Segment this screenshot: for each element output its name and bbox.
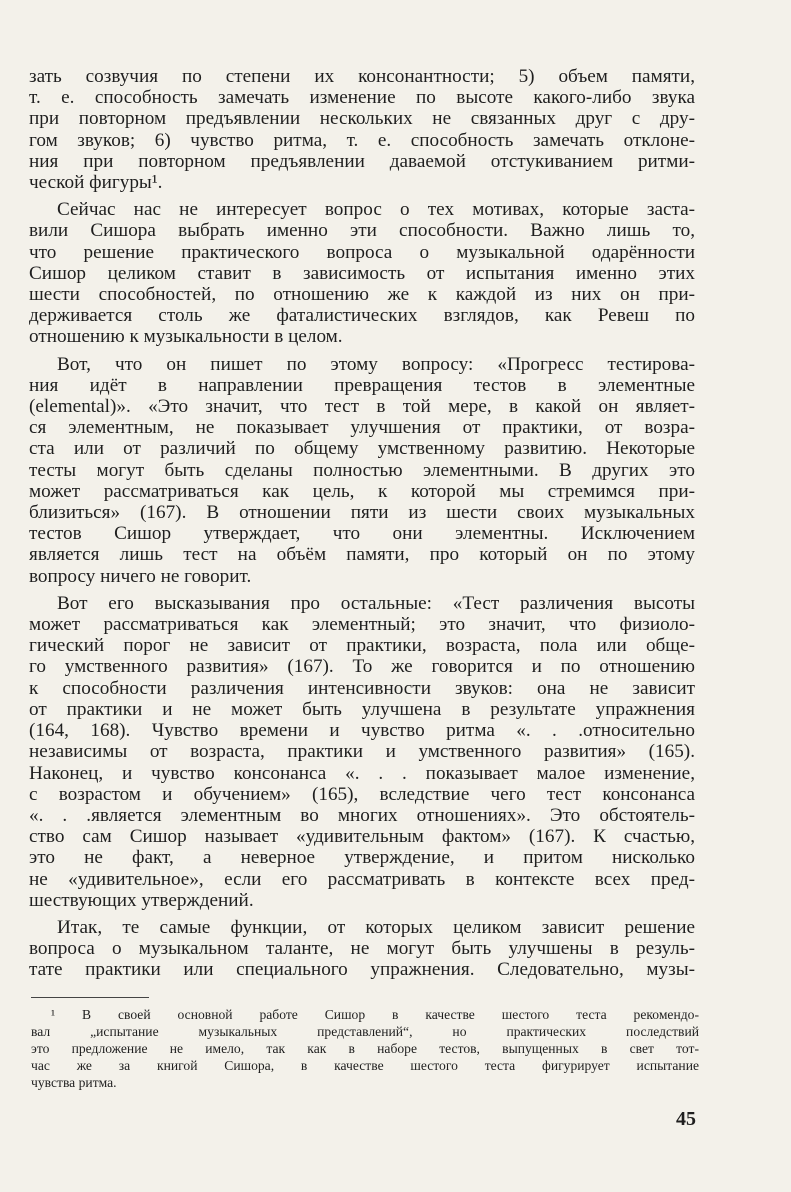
text-line: ство сам Сишор называет «удивительным фактом» (167). К счастью, bbox=[29, 826, 695, 848]
text-line: вили Сишора выбрать именно эти способности. Важно лишь то, bbox=[29, 220, 695, 242]
text-line: вопроса о музыкальном таланте, не могут быть улучшены в резуль- bbox=[29, 938, 695, 960]
paragraph-4 bbox=[29, 593, 695, 911]
footnote bbox=[31, 1006, 699, 1091]
text-line: ся элементным, не показывает улучшения от практики, от возра- bbox=[29, 417, 695, 439]
text-line: гический порог не зависит от практики, возраста, пола или обще- bbox=[29, 635, 695, 657]
text-line: Сейчас нас не интересует вопрос о тех мотивах, которые заста- bbox=[57, 199, 695, 221]
paragraph-3 bbox=[29, 354, 695, 587]
text-line: вопросу ничего не говорит. bbox=[29, 565, 252, 587]
text-line: может рассматриваться как цель, к которой мы стремимся при- bbox=[29, 480, 695, 502]
footnote-line: ¹ В своей основной работе Сишор в качестве шестого теста рекомендо- bbox=[51, 1007, 699, 1022]
text-line: независимы от возраста, практики и умственного развития» (165). bbox=[29, 741, 695, 763]
text-line: шествующих утверждений. bbox=[29, 889, 254, 911]
text-line: тате практики или специального упражнения. Следовательно, музы- bbox=[29, 959, 695, 981]
text-line: Сишор целиком ставит в зависимость от испытания именно этих bbox=[29, 262, 695, 284]
footnote-separator bbox=[31, 997, 149, 998]
text-line: (164, 168). Чувство времени и чувство ритма «. . .относительно bbox=[29, 720, 695, 742]
text-line: от практики и не может быть улучшена в результате упражнения bbox=[29, 698, 695, 720]
text-line: ста или от различий по общему умственному развитию. Некоторые bbox=[29, 438, 695, 460]
paragraph-2 bbox=[29, 199, 695, 347]
text-line: является лишь тест на объём памяти, про который он по этому bbox=[29, 544, 695, 566]
text-line: не «удивительное», если его рассматривать в контексте всех пред- bbox=[29, 868, 695, 890]
text-line: к способности различения интенсивности звуков: она не зависит bbox=[29, 677, 695, 699]
text-line: что решение практического вопроса о музыкальной одарённости bbox=[29, 241, 695, 263]
text-line: зать созвучия по степени их консонантности; 5) объем памяти, bbox=[29, 66, 695, 87]
text-line: держивается столь же фаталистических взглядов, как Ревеш по bbox=[29, 305, 695, 327]
text-line: Наконец, и чувство консонанса «. . . показывает малое изменение, bbox=[29, 762, 695, 784]
text-line: шести способностей, по отношению же к каждой из них он при- bbox=[29, 284, 695, 306]
page-number: 45 bbox=[676, 1108, 696, 1130]
text-line: Итак, те самые функции, от которых целиком зависит решение bbox=[57, 916, 695, 938]
footnote-line: час же за книгой Сишора, в качестве шестого теста фигурирует испытание bbox=[31, 1058, 699, 1073]
text-line: с возрастом и обучением» (165), вследствие чего тест консонанса bbox=[29, 783, 695, 805]
text-line: при повторном предъявлении нескольких не связанных друг с дру- bbox=[29, 108, 695, 130]
footnote-line: чувства ритма. bbox=[31, 1075, 117, 1090]
text-line: «. . .является элементным во многих отношениях». Это обстоятель- bbox=[29, 804, 695, 826]
text-line: это не факт, а неверное утверждение, и притом нисколько bbox=[29, 847, 695, 869]
text-line: тесты могут быть сделаны полностью элементными. В других это bbox=[29, 459, 695, 481]
text-line: Вот, что он пишет по этому вопросу: «Прогресс тестирова- bbox=[57, 353, 695, 375]
text-line: Вот его высказывания про остальные: «Тест различения высоты bbox=[57, 592, 695, 614]
paragraph-5 bbox=[29, 917, 695, 981]
text-line: может рассматриваться как элементный; это значит, что физиоло- bbox=[29, 614, 695, 636]
main-text bbox=[29, 66, 695, 981]
text-line: ческой фигуры¹. bbox=[29, 172, 163, 194]
text-line: тестов Сишор утверждает, что они элементны. Исключением bbox=[29, 523, 695, 545]
text-line: ния при повторном предъявлении даваемой отстукиванием ритми- bbox=[29, 150, 695, 172]
footnote-line: вал „испытание музыкальных представлений“, но практических последствий bbox=[31, 1024, 699, 1039]
text-line: (elemental)». «Это значит, что тест в той мере, в какой он являет- bbox=[29, 396, 695, 418]
footnote-line: это предложение не имело, так как в наборе тестов, выпущенных в свет тот- bbox=[31, 1041, 699, 1056]
text-line: го умственного развития» (167). То же говорится и по отношению bbox=[29, 656, 695, 678]
text-line: гом звуков; 6) чувство ритма, т. е. способность замечать отклоне- bbox=[29, 129, 695, 151]
text-line: близиться» (167). В отношении пяти из шести своих музыкальных bbox=[29, 502, 695, 524]
text-line: т. е. способность замечать изменение по высоте какого-либо звука bbox=[29, 87, 695, 109]
text-line: отношению к музыкальности в целом. bbox=[29, 326, 343, 348]
paragraph-1 bbox=[29, 66, 695, 193]
text-line: ния идёт в направлении превращения тестов в элементные bbox=[29, 374, 695, 396]
